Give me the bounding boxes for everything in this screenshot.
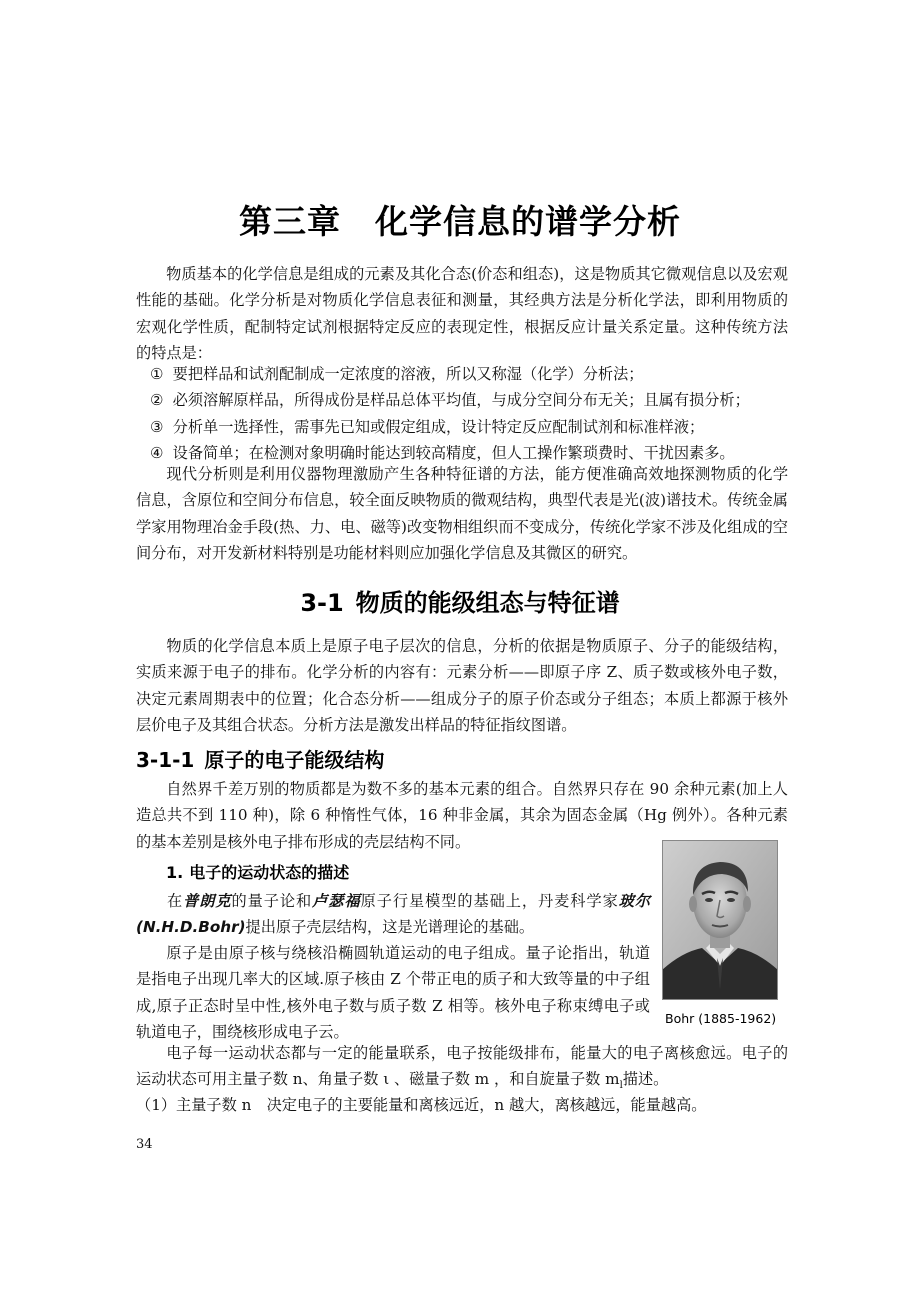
- rutherford-name: 卢瑟福: [312, 892, 361, 910]
- figure-caption: Bohr (1885-1962): [665, 1011, 777, 1026]
- list-item: ③ 分析单一选择性，需事先已知或假定组成，设计特定反应配制试剂和标准样液；: [150, 417, 705, 436]
- modern-analysis-paragraph: 现代分析则是利用仪器物理激励产生各种特征谱的方法，能方便准确高效地探测物质的化学信息，含原位和空间分布信息，较全面反映物质的微观结构，典型代表是光(波)谱技术。传统金属学家用物理冶金手段(热、力、电、磁等)改变物相组织而不变成分，传统化学家不涉及化组成的空间分布，对开发新材料特别是功能材料则应加强化学信息及其微区的研究。: [136, 465, 788, 562]
- bohr-name-en: (N.H.D.Bohr): [136, 918, 246, 937]
- section-paragraph: 物质的化学信息本质上是原子电子层次的信息，分析的依据是物质原子、分子的能级结构，实质来源于电子的排布。化学分析的内容有：元素分析——即原子序 Z、质子数或核外电子数，决定元素周期表中的位置；化合态分析——组成分子的原子价态或分子组态；本质上都源于核外层价电子及其组合状态。分析方法是激发出样品的特征指纹图谱。: [136, 637, 788, 734]
- intro-paragraph: 物质基本的化学信息是组成的元素及其化合态(价态和组态)，这是物质其它微观信息以及宏观性能的基础。化学分析是对物质化学信息表征和测量，其经典方法是分析化学法，即利用物质的宏观化学性质，配制特定试剂根据特定反应的表现定性，根据反应计量关系定量。这种传统方法的特点是：: [136, 265, 788, 362]
- chapter-title: [0, 196, 920, 243]
- atom-paragraph: 原子是由原子核与绕核沿椭圆轨道运动的电子组成。量子论指出，轨道是指电子出现几率大的区域.原子核由 Z 个带正电的质子和大致等量的中子组成,原子正态时呈中性,核外电子数与质子数 Z 相等。核外电子称束缚电子或轨道电子，围绕核形成电子云。: [136, 944, 650, 1041]
- chapter-title-text: 化学信息的谱学分析: [375, 202, 681, 241]
- list-item: ④ 设备简单；在检测对象明确时能达到较高精度，但人工操作繁琐费时、干扰因素多。: [150, 443, 735, 462]
- chapter-number: 第三章: [239, 202, 341, 241]
- topic-heading: 1. 电子的运动状态的描述: [166, 863, 350, 882]
- list-item: ② 必须溶解原样品，所得成份是样品总体平均值，与成分空间分布无关；且属有损分析；: [150, 391, 750, 410]
- list-item: ① 要把样品和试剂配制成一定浓度的溶液，所以又称湿（化学）分析法；: [150, 365, 644, 383]
- feature-list: [136, 361, 788, 466]
- quantum-numbers-paragraph: 电子每一运动状态都与一定的能量联系，电子按能级排布，能量大的电子离核愈远。电子的运动状态可用主量子数 n、角量子数 ι 、磁量子数 m ，和自旋量子数 $m_l$描述。: [136, 1044, 788, 1092]
- planck-name: 普朗克: [183, 892, 232, 910]
- bohr-name-cn: 玻尔: [618, 892, 651, 910]
- section-heading: 3-1 物质的能级组态与特征谱: [300, 589, 620, 617]
- principal-quantum-number-paragraph: （1）主量子数 n 决定电子的主要能量和离核远近，n 越大，离核越远，能量越高。: [136, 1096, 707, 1114]
- page-number: 34: [136, 1137, 153, 1152]
- bohr-portrait-image: [662, 840, 778, 1000]
- subsection-heading: 3-1-1 原子的电子能级结构: [136, 748, 385, 772]
- bohr-paragraph: 在普朗克的量子论和卢瑟福原子行星模型的基础上，丹麦科学家玻尔(N.H.D.Bohr)提出原子壳层结构，这是光谱理论的基础。: [136, 892, 651, 937]
- subsection-paragraph: 自然界千差万别的物质都是为数不多的基本元素的组合。自然界只存在 90 余种元素(加上人造总共不到 110 种)，除 6 种惰性气体，16 种非金属，其余为固态金属（Hg 例外）。各种元素的基本差别是核外电子排布形成的壳层结构不同。: [136, 780, 788, 851]
